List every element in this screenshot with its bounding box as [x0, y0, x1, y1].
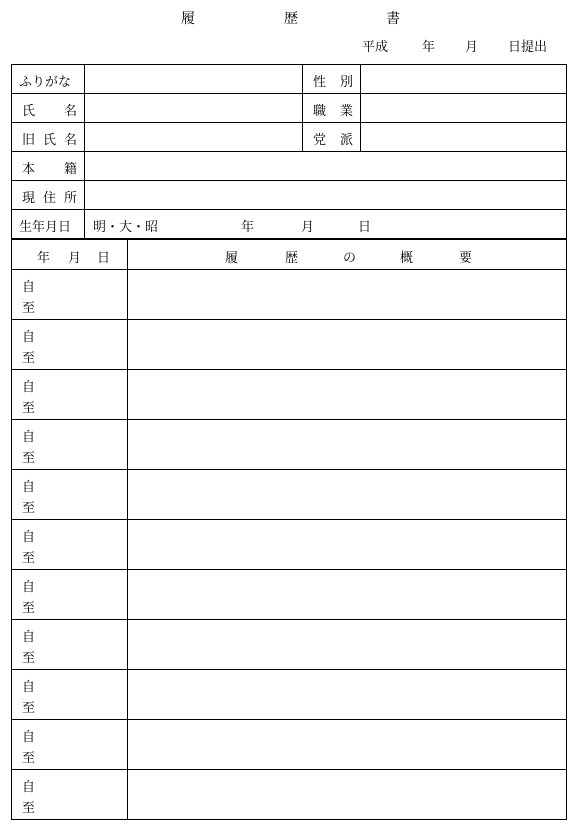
summary-header-char-2: 歴	[285, 251, 299, 266]
sex-label-char-2: 別	[340, 75, 354, 90]
history-row	[12, 420, 567, 470]
to-label: 至	[22, 551, 36, 566]
history-row	[12, 720, 567, 770]
birth-field[interactable]	[85, 210, 567, 239]
history-date-cell[interactable]	[12, 470, 128, 520]
furigana-field[interactable]	[85, 65, 303, 94]
birth-month-label: 月	[301, 220, 315, 235]
title-char-3: 書	[386, 11, 400, 27]
address-label-char-1: 現	[22, 191, 36, 206]
history-summary-cell[interactable]	[128, 770, 567, 820]
from-label: 自	[22, 630, 36, 645]
address-label-char-3: 所	[64, 191, 78, 206]
to-label: 至	[22, 351, 36, 366]
from-label: 自	[22, 280, 36, 295]
birth-era-options: 明・大・昭	[93, 220, 159, 235]
date-header-char-3: 日	[97, 251, 111, 266]
furigana-label-cell	[12, 65, 85, 94]
address-field[interactable]	[85, 181, 567, 210]
history-table	[11, 239, 567, 820]
name-field[interactable]	[85, 94, 303, 123]
to-label: 至	[22, 451, 36, 466]
old-name-field[interactable]	[85, 123, 303, 152]
history-row	[12, 770, 567, 820]
summary-header-char-5: 要	[459, 251, 473, 266]
history-row	[12, 620, 567, 670]
sex-field[interactable]	[361, 65, 567, 94]
history-date-cell[interactable]	[12, 620, 128, 670]
history-summary-cell[interactable]	[128, 320, 567, 370]
party-label-char-2: 派	[340, 133, 354, 148]
from-label: 自	[22, 530, 36, 545]
old-name-label-cell	[12, 123, 85, 152]
date-header-char-2: 月	[68, 251, 82, 266]
submit-era: 平成	[362, 40, 389, 55]
to-label: 至	[22, 701, 36, 716]
history-row	[12, 320, 567, 370]
history-summary-cell[interactable]	[128, 420, 567, 470]
address-label-cell	[12, 181, 85, 210]
history-row	[12, 370, 567, 420]
occupation-label-cell	[303, 94, 361, 123]
history-summary-cell[interactable]	[128, 720, 567, 770]
from-label: 自	[22, 730, 36, 745]
personal-info-table	[11, 64, 567, 239]
history-date-cell[interactable]	[12, 520, 128, 570]
history-date-cell[interactable]	[12, 320, 128, 370]
party-label-char-1: 党	[313, 133, 327, 148]
document-title	[0, 8, 577, 28]
from-label: 自	[22, 780, 36, 795]
old-name-label-char-3: 名	[64, 133, 78, 148]
history-row	[12, 270, 567, 320]
honseki-field[interactable]	[85, 152, 567, 181]
from-label: 自	[22, 480, 36, 495]
history-summary-cell[interactable]	[128, 370, 567, 420]
name-label-char-2: 名	[64, 104, 78, 119]
summary-header-char-1: 履	[225, 251, 239, 266]
honseki-label-char-1: 本	[22, 162, 36, 177]
summary-header-char-4: 概	[400, 251, 414, 266]
history-date-cell[interactable]	[12, 370, 128, 420]
history-summary-cell[interactable]	[128, 520, 567, 570]
submit-month-label: 月	[465, 40, 479, 55]
from-label: 自	[22, 580, 36, 595]
occupation-label-char-2: 業	[340, 104, 354, 119]
birth-label: 生年月日	[19, 220, 72, 235]
history-summary-cell[interactable]	[128, 570, 567, 620]
to-label: 至	[22, 601, 36, 616]
history-date-cell[interactable]	[12, 570, 128, 620]
history-row	[12, 520, 567, 570]
submit-year-label: 年	[422, 40, 436, 55]
occupation-label-char-1: 職	[313, 104, 327, 119]
title-char-2: 歴	[284, 11, 298, 27]
summary-header-char-3: の	[343, 251, 357, 266]
honseki-label-cell	[12, 152, 85, 181]
history-row	[12, 470, 567, 520]
history-date-cell[interactable]	[12, 720, 128, 770]
history-summary-cell[interactable]	[128, 620, 567, 670]
birth-year-label: 年	[241, 220, 255, 235]
date-header-char-1: 年	[37, 251, 51, 266]
to-label: 至	[22, 401, 36, 416]
birth-label-cell	[12, 210, 85, 239]
from-label: 自	[22, 680, 36, 695]
from-label: 自	[22, 330, 36, 345]
to-label: 至	[22, 651, 36, 666]
from-label: 自	[22, 380, 36, 395]
party-label-cell	[303, 123, 361, 152]
to-label: 至	[22, 301, 36, 316]
name-label-cell	[12, 94, 85, 123]
honseki-label-char-2: 籍	[64, 162, 78, 177]
to-label: 至	[22, 751, 36, 766]
history-row	[12, 570, 567, 620]
sex-label-char-1: 性	[313, 75, 327, 90]
birth-day-label: 日	[358, 220, 372, 235]
history-summary-cell[interactable]	[128, 270, 567, 320]
title-char-1: 履	[181, 11, 195, 27]
old-name-label-char-1: 旧	[22, 133, 36, 148]
summary-header	[128, 240, 567, 270]
history-summary-cell[interactable]	[128, 670, 567, 720]
party-field[interactable]	[361, 123, 567, 152]
address-label-char-2: 住	[43, 191, 57, 206]
old-name-label-char-2: 氏	[43, 133, 57, 148]
history-date-cell[interactable]	[12, 770, 128, 820]
history-summary-cell[interactable]	[128, 470, 567, 520]
submission-date-line	[0, 36, 577, 54]
history-row	[12, 670, 567, 720]
name-label-char-1: 氏	[22, 104, 36, 119]
from-label: 自	[22, 430, 36, 445]
occupation-field[interactable]	[361, 94, 567, 123]
history-date-cell[interactable]	[12, 420, 128, 470]
history-date-cell[interactable]	[12, 270, 128, 320]
to-label: 至	[22, 501, 36, 516]
furigana-label: ふりがな	[19, 75, 72, 90]
history-date-cell[interactable]	[12, 670, 128, 720]
date-header	[12, 240, 128, 270]
to-label: 至	[22, 801, 36, 816]
sex-label-cell	[303, 65, 361, 94]
submit-day-label: 日提出	[508, 40, 548, 55]
